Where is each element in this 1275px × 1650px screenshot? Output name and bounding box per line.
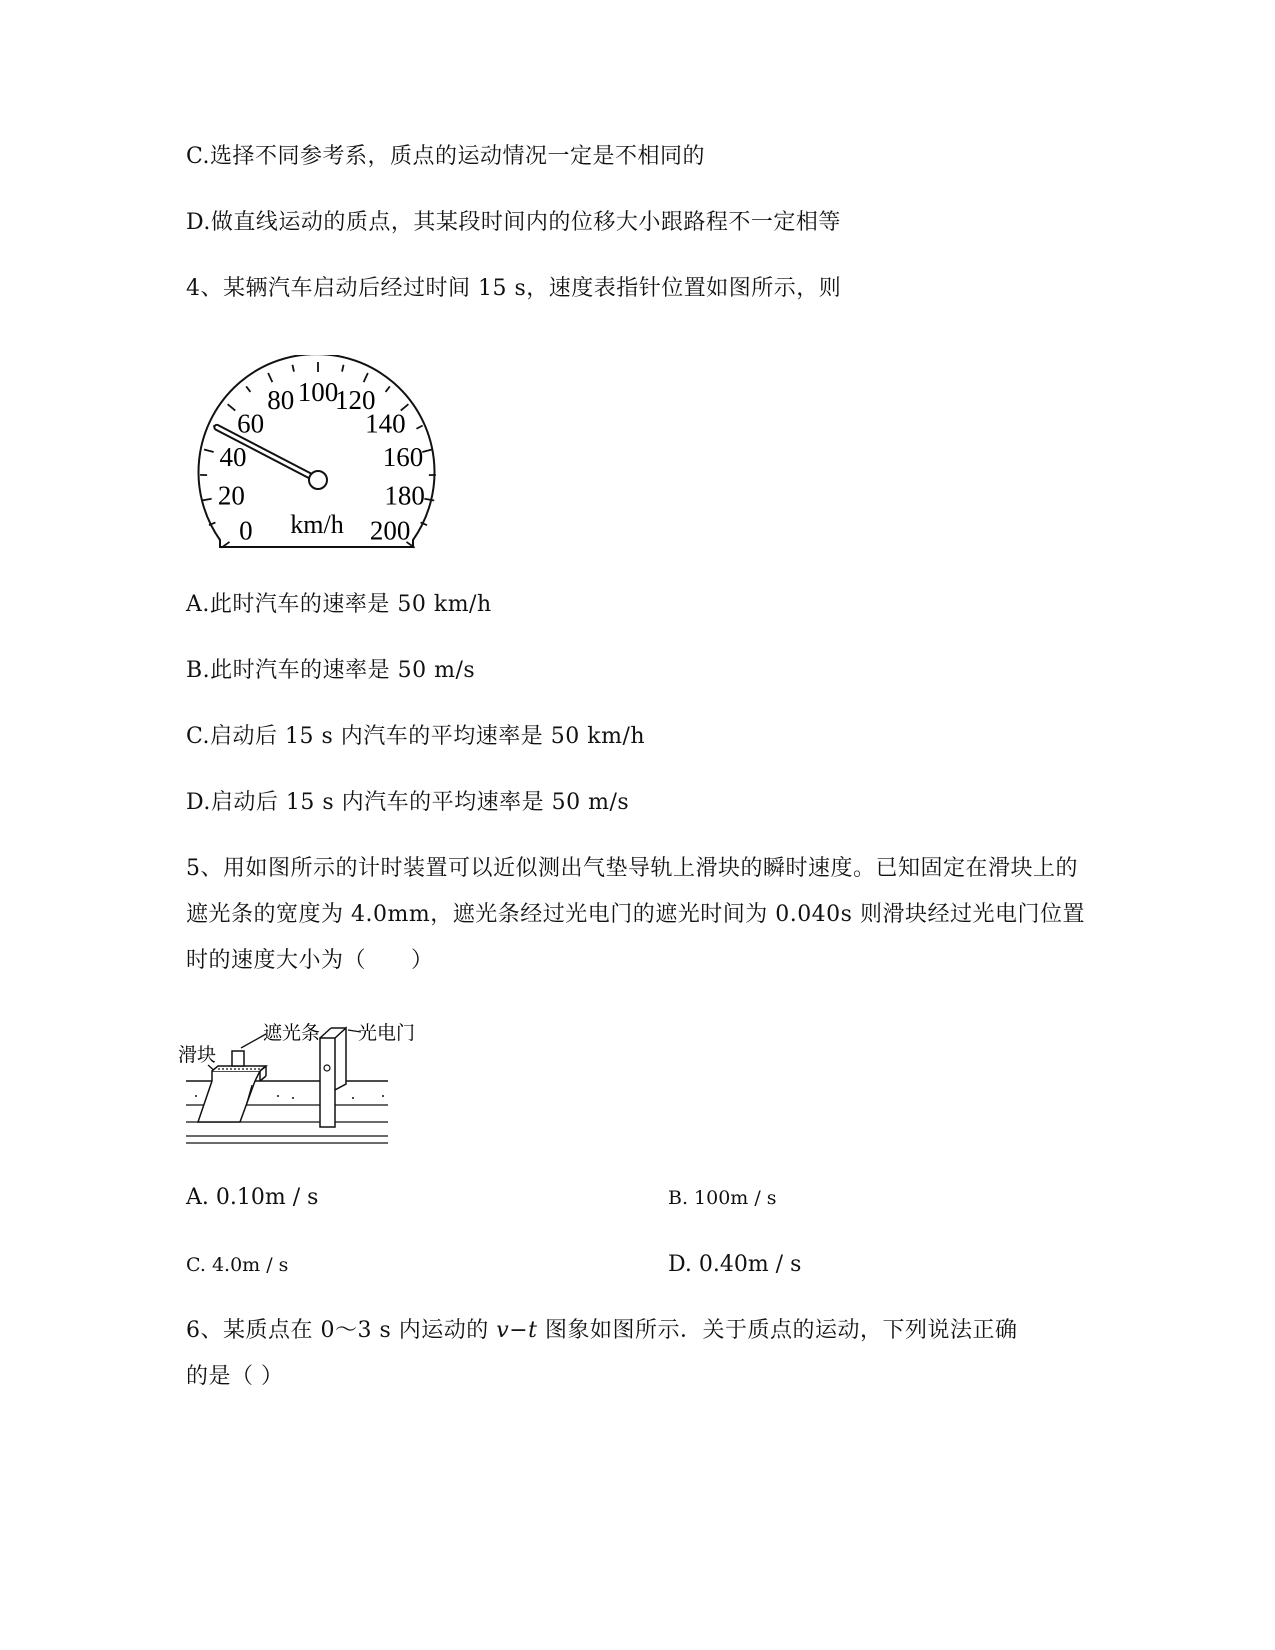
speedometer-tick (422, 449, 432, 452)
speedometer-tick-label: 180 (384, 480, 425, 511)
speedometer-tick-label: 20 (217, 480, 245, 511)
air-track-figure (178, 1010, 418, 1155)
q4-stem: 4、某辆汽车启动后经过时间 15 s，速度表指针位置如图所示，则 (186, 276, 842, 301)
q4-option-b: B.此时汽车的速率是 50 m/s (186, 658, 476, 683)
speedometer-unit: km/h (290, 510, 344, 539)
speedometer-tick (292, 365, 294, 372)
photogate (320, 1028, 346, 1127)
speedometer-tick (246, 386, 250, 392)
q4-option-d: D.启动后 15 s 内汽车的平均速率是 50 m/s (186, 790, 630, 815)
speedometer-tick (228, 404, 236, 410)
q3-option-c: C.选择不同参考系，质点的运动情况一定是不相同的 (186, 144, 706, 169)
q6-stem-part2: 图象如图所示．关于质点的运动，下列说法正确 (537, 1318, 1018, 1343)
speedometer-figure (195, 355, 445, 555)
q6-stem-line1 (186, 1316, 1017, 1346)
light-blocking-strip (232, 1051, 244, 1066)
speedometer-tick (342, 365, 344, 372)
speedometer-tick-label: 200 (369, 515, 411, 546)
speedometer-tick (204, 449, 214, 452)
q4-option-c: C.启动后 15 s 内汽车的平均速率是 50 km/h (186, 724, 646, 749)
q4-option-a: A.此时汽车的速率是 50 km/h (186, 592, 492, 617)
speedometer-tick-label: 40 (219, 442, 247, 473)
slider-block (198, 1071, 260, 1122)
q6-vt-label: v−t (496, 1318, 538, 1343)
q6-stem-line2: 的是（ ） (186, 1364, 284, 1389)
speedometer-tick (364, 373, 368, 382)
speedometer-tick-label: 80 (267, 385, 295, 416)
speedometer-tick-label: 100 (297, 377, 339, 407)
speedometer-tick (424, 499, 434, 501)
speedometer-tick-label: 160 (382, 442, 424, 473)
q3-option-d: D.做直线运动的质点，其某段时间内的位移大小跟路程不一定相等 (186, 210, 841, 235)
speedometer-tick-label: 140 (365, 408, 406, 439)
speedometer-hub (309, 471, 327, 489)
q5-option-c: C. 4.0m / s (186, 1254, 289, 1276)
q5-option-a: A. 0.10m / s (186, 1185, 319, 1210)
label-huakuai: 滑块 (178, 1045, 217, 1066)
speedometer-tick (386, 386, 390, 392)
q5-stem: 5、用如图所示的计时装置可以近似测出气垫导轨上滑块的瞬时速度。已知固定在滑块上的遮光条的宽度为 4.0mm，遮光条经过光电门的遮光时间为 0.040s 则滑块经过光电门位置时的速度大小为（ ） (186, 856, 1085, 973)
label-guangdianmen: 光电门 (358, 1023, 416, 1044)
q6-stem-part1: 6、某质点在 0～3 s 内运动的 (186, 1318, 497, 1343)
label-zheguangtiao: 遮光条 (263, 1023, 321, 1044)
speedometer-tick (202, 499, 212, 501)
speedometer-tick-label: 60 (237, 408, 265, 439)
q5-option-d: D. 0.40m / s (668, 1252, 802, 1277)
speedometer-tick-label: 0 (239, 515, 253, 546)
speedometer-tick (268, 373, 272, 382)
q5-option-b: B. 100m / s (668, 1187, 777, 1209)
speedometer-tick (416, 426, 422, 429)
speedometer-tick-label: 120 (334, 385, 376, 416)
